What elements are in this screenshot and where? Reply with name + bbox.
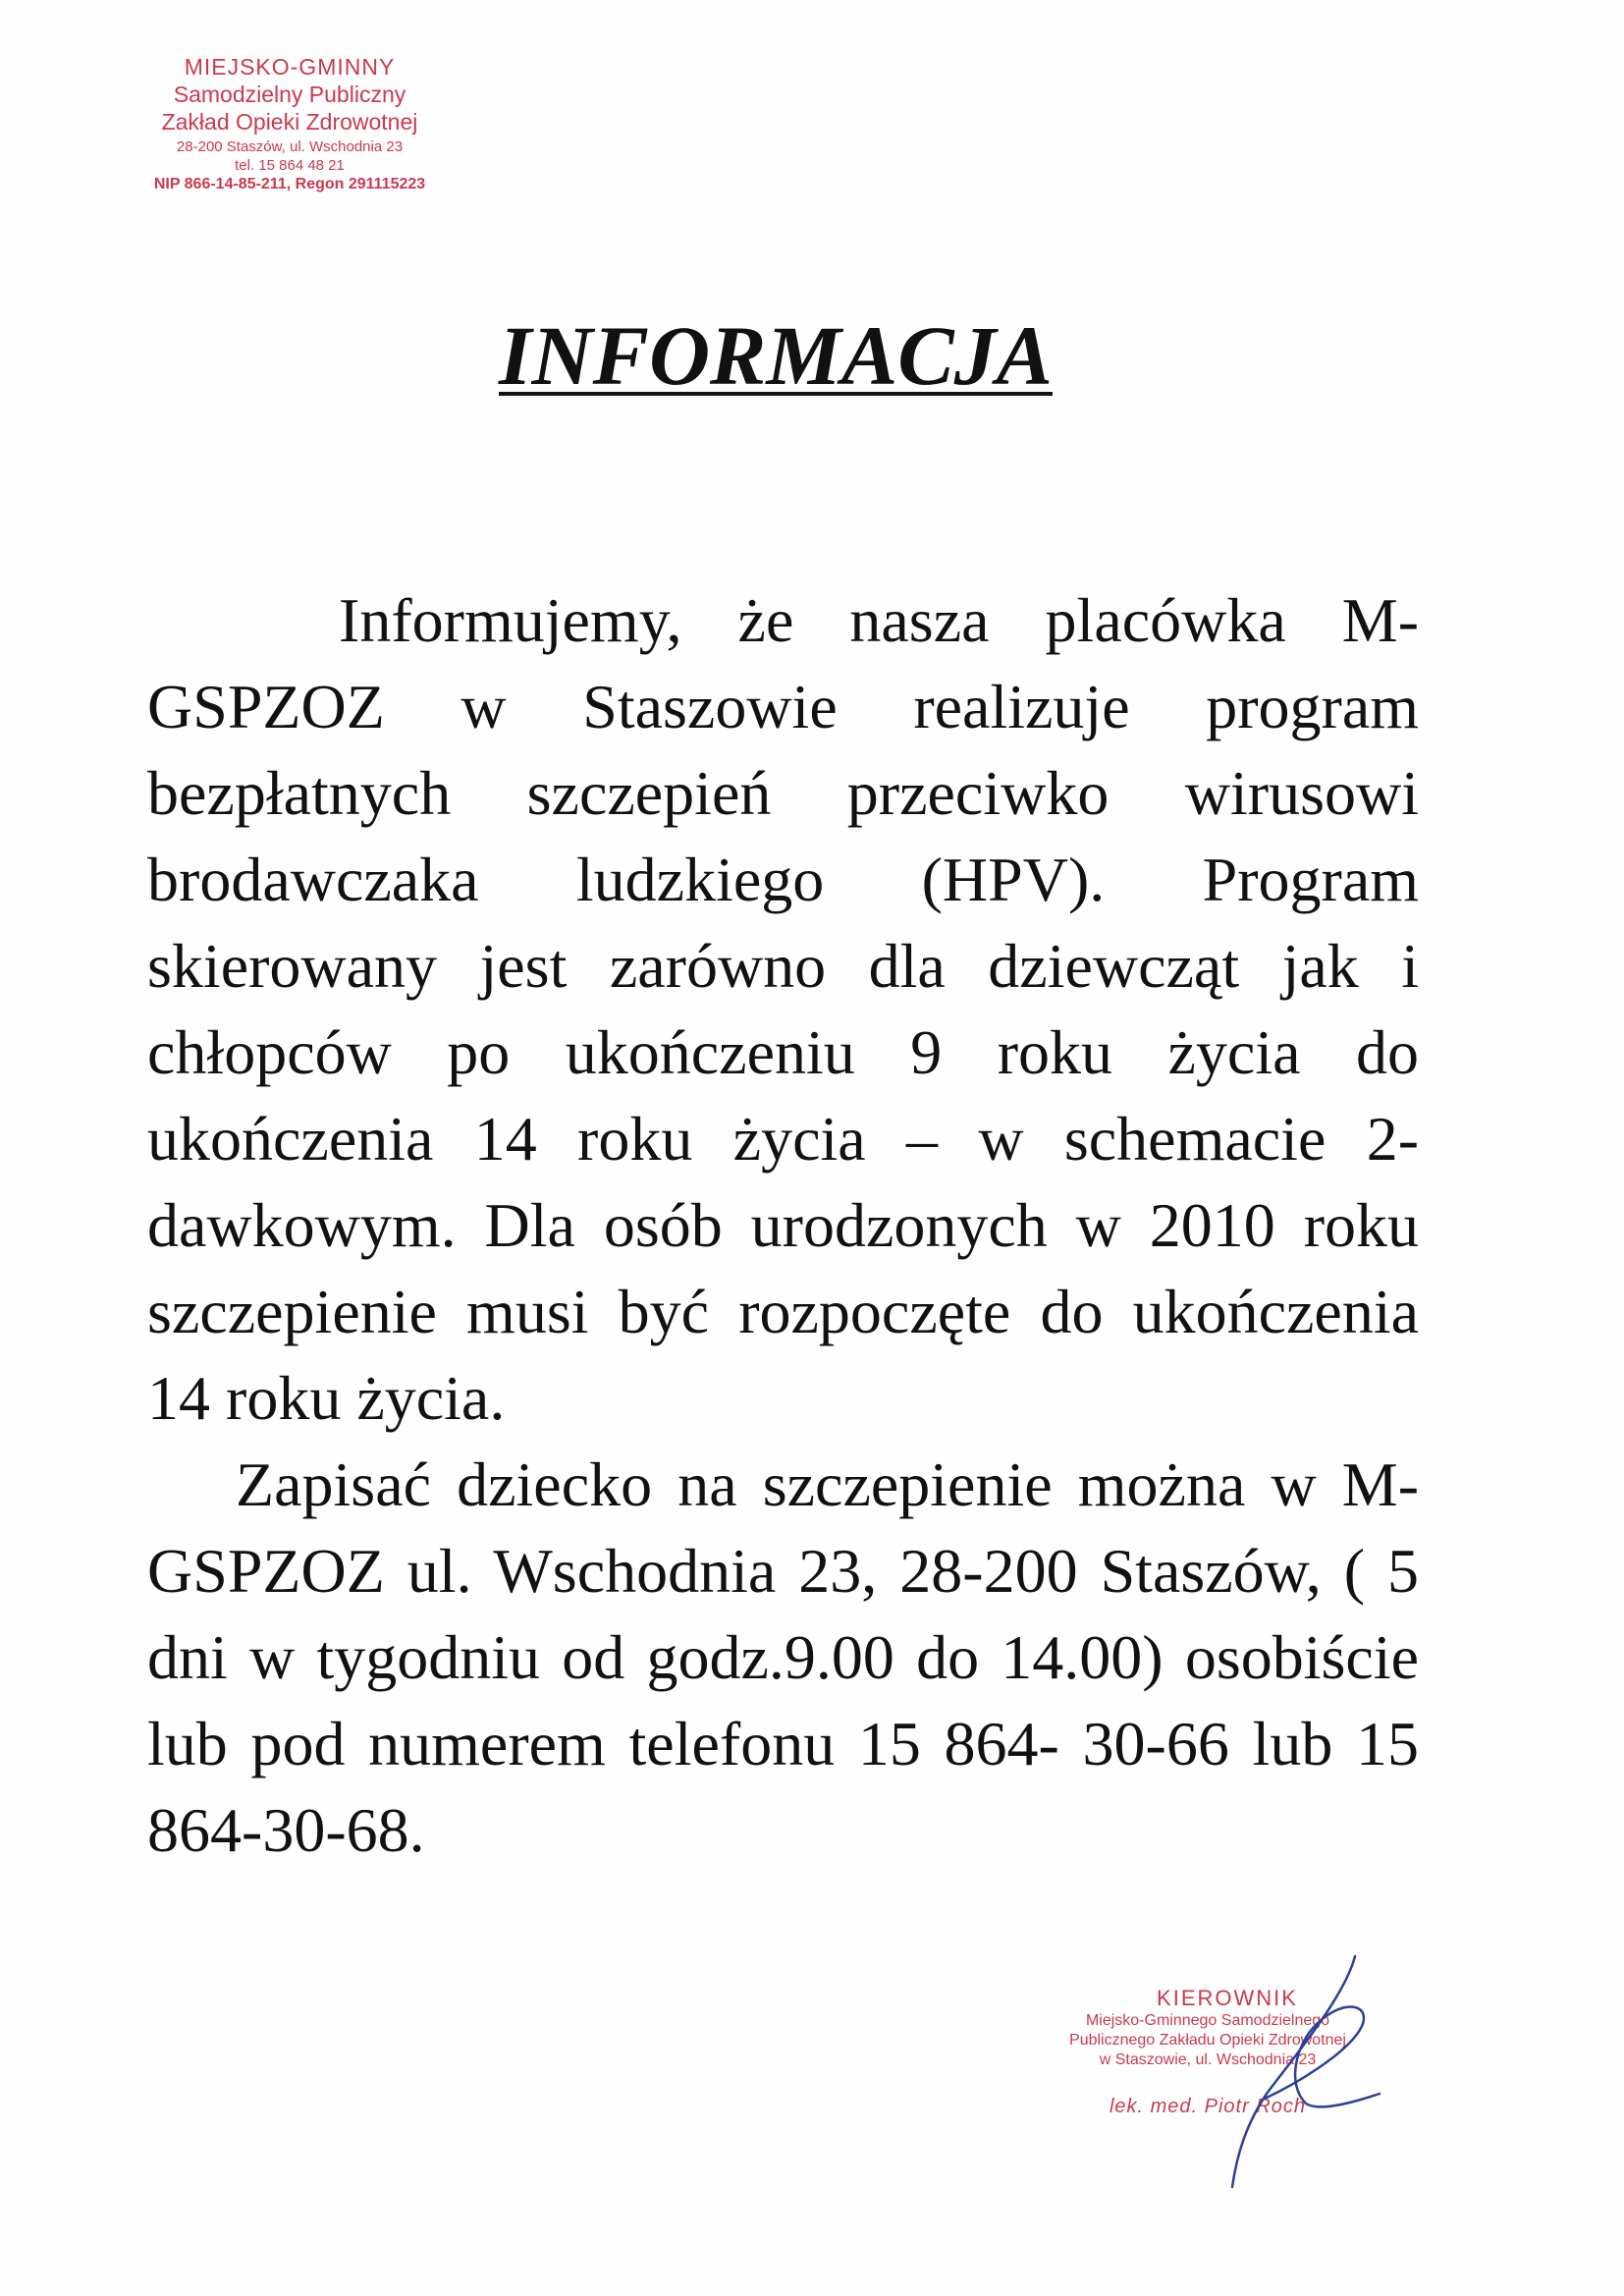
director-name: lek. med. Piotr Roch	[1109, 2096, 1307, 2117]
stamp-line-2: Samodzielny Publiczny	[173, 82, 406, 107]
stamp-nip-regon: NIP 866-14-85-211, Regon 291115223	[153, 176, 426, 192]
paragraph-registration: Zapisać dziecko na szczepienie można w M-GSPZOZ ul. Wschodnia 23, 28-200 Staszów, ( 5 dni w tygodniu od godz.9.00 do 14.00) osobiście lub pod numerem telefonu 15 864- 30-66 lub 15 864-30-68.	[147, 1449, 1419, 1865]
title-text: INFORMACJA	[499, 308, 1053, 403]
stamp-phone: tel. 15 864 48 21	[235, 157, 345, 174]
stamp-line-3: Zakład Opieki Zdrowotnej	[161, 109, 418, 135]
director-stamp-line-3: Publicznego Zakładu Opieki Zdrowotnej	[1069, 2032, 1346, 2049]
director-stamp-title: KIEROWNIK	[1157, 1986, 1298, 2010]
document-title	[422, 306, 1129, 405]
document-body	[147, 577, 1419, 1874]
paragraph-vaccination-program: Informujemy, że nasza placówka M-GSPZOZ w Staszowie realizuje program bezpłatnych szczepień przeciwko wirusowi brodawczaka ludzkiego (HPV). Program skierowany jest zarówno dla dziewcząt jak i chłopców po ukończeniu 9 roku życia do ukończenia 14 roku życia – w schemacie 2-dawkowym. Dla osób urodzonych w 2010 roku szczepienie musi być rozpoczęte do ukończenia 14 roku życia.	[147, 585, 1419, 1433]
handwritten-signature	[1149, 1937, 1404, 2192]
stamp-line-1: MIEJSKO-GMINNY	[184, 54, 396, 80]
stamp-address: 28-200 Staszów, ul. Wschodnia 23	[176, 138, 404, 155]
institution-stamp	[83, 53, 496, 194]
director-stamp-line-4: w Staszowie, ul. Wschodnia 23	[1099, 2051, 1317, 2068]
director-stamp-line-2: Miejsko-Gminnego Samodzielnego	[1085, 2012, 1330, 2029]
